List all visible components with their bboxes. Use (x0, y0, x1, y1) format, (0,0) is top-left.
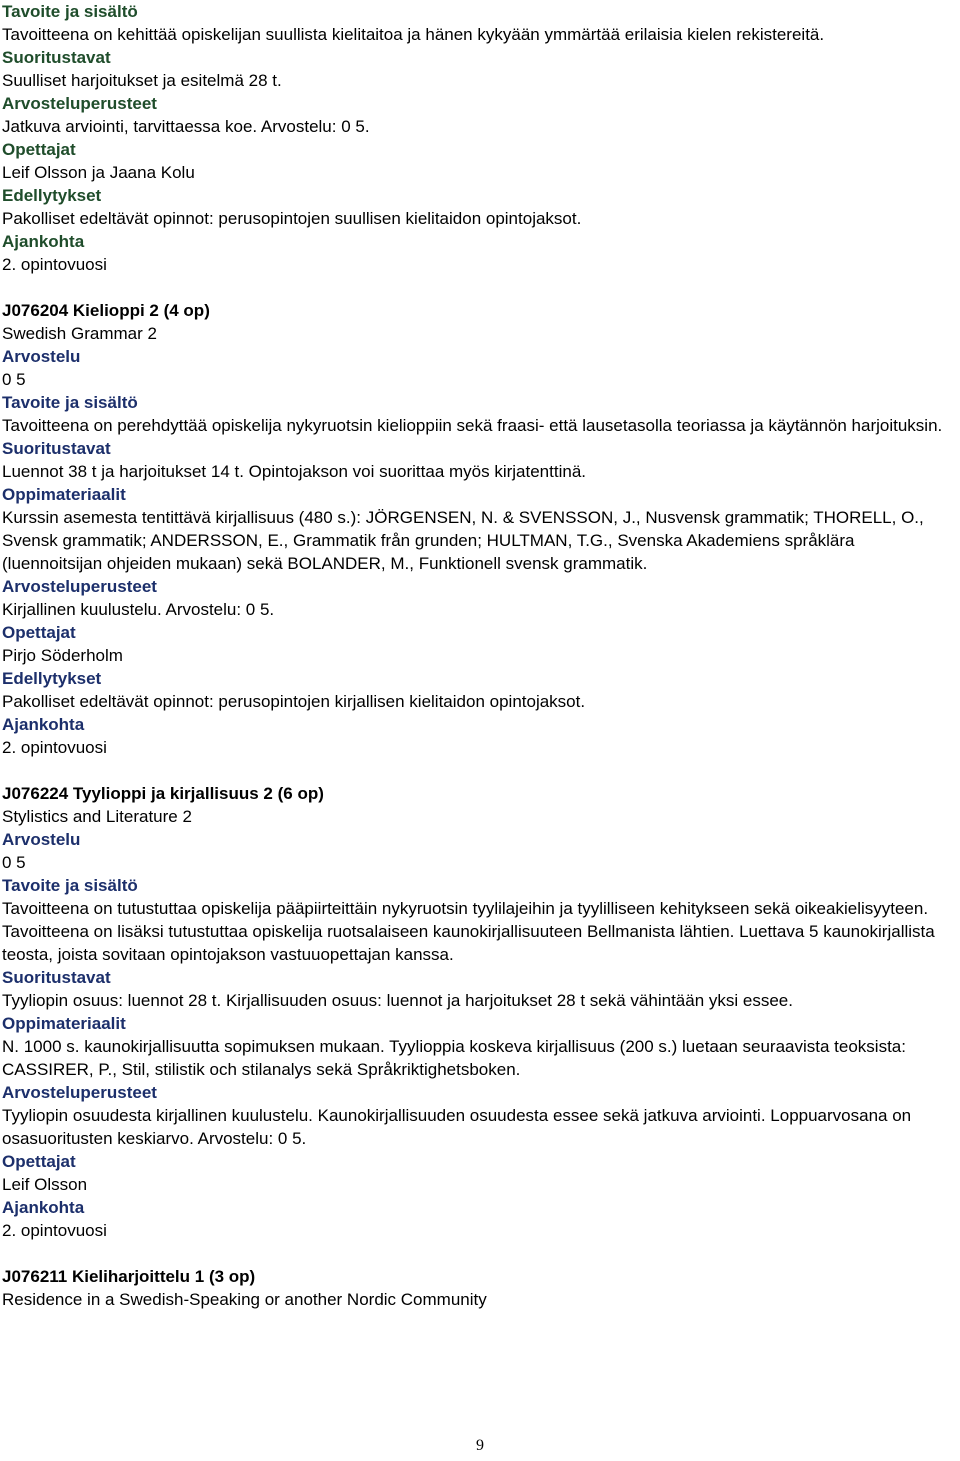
field-value-oppimateriaalit: Kurssin asemesta tentittävä kirjallisuus (480 s.): JÖRGENSEN, N. & SVENSSON, J., Nusvensk grammatik; THORELL, O., Svensk grammatik; ANDERSSON, E., Grammatik från grunden; HULTMAN, T.G., Svenska Akademiens språklära (luennoitsijan ohjeiden mukaan) sekä BOLANDER, M., Funktionell svensk grammatik. (2, 508, 924, 573)
field-value-suoritustavat: Suulliset harjoitukset ja esitelmä 28 t. (2, 71, 282, 90)
document-content (2, 0, 954, 1311)
field-value-arvosteluperusteet: Kirjallinen kuulustelu. Arvostelu: 0 5. (2, 600, 275, 619)
field-label-oppimateriaalit: Oppimateriaalit (2, 485, 126, 504)
field-label-edellytykset: Edellytykset (2, 669, 102, 688)
field-label-arvosteluperusteet: Arvosteluperusteet (2, 94, 157, 113)
section-spacer (2, 1242, 954, 1265)
field-label-tavoite-ja-sisalto: Tavoite ja sisältö (2, 393, 138, 412)
field-label-opettajat: Opettajat (2, 140, 76, 159)
field-label-ajankohta: Ajankohta (2, 715, 85, 734)
page-number: 9 (476, 1437, 484, 1454)
course-subtitle-j076204: Swedish Grammar 2 (2, 324, 157, 343)
course-code-title-j076224: J076224 Tyylioppi ja kirjallisuus 2 (6 op) (2, 784, 324, 803)
field-value-tavoite-ja-sisalto: Tavoitteena on perehdyttää opiskelija nykyruotsin kielioppiin sekä fraasi- että lausetasolla teoriassa ja käytännön harjoituksin. (2, 416, 943, 435)
field-label-ajankohta: Ajankohta (2, 1198, 85, 1217)
course-subtitle-j076224: Stylistics and Literature 2 (2, 807, 192, 826)
field-label-arvosteluperusteet: Arvosteluperusteet (2, 577, 157, 596)
field-label-ajankohta: Ajankohta (2, 232, 85, 251)
course-subtitle-j076211: Residence in a Swedish-Speaking or another Nordic Community (2, 1290, 487, 1309)
field-value-ajankohta: 2. opintovuosi (2, 1221, 107, 1240)
field-value-edellytykset: Pakolliset edeltävät opinnot: perusopintojen suullisen kielitaidon opintojaksot. (2, 209, 582, 228)
field-value-edellytykset: Pakolliset edeltävät opinnot: perusopintojen kirjallisen kielitaidon opintojaksot. (2, 692, 586, 711)
section-spacer (2, 759, 954, 782)
field-label-opettajat: Opettajat (2, 623, 76, 642)
field-label-arvostelu: Arvostelu (2, 830, 81, 849)
course-j076211 (2, 1265, 954, 1311)
field-label-suoritustavat: Suoritustavat (2, 48, 111, 67)
field-value-suoritustavat: Tyyliopin osuus: luennot 28 t. Kirjallisuuden osuus: luennot ja harjoitukset 28 t sekä vähintään yksi essee. (2, 991, 793, 1010)
field-value-ajankohta: 2. opintovuosi (2, 738, 107, 757)
field-label-edellytykset: Edellytykset (2, 186, 102, 205)
field-value-opettajat: Leif Olsson (2, 1175, 88, 1194)
course-j076224 (2, 782, 954, 1242)
course-code-title-j076211: J076211 Kieliharjoittelu 1 (3 op) (2, 1267, 256, 1286)
previous-course-continuation (2, 0, 954, 276)
field-label-tavoite-ja-sisalto: Tavoite ja sisältö (2, 876, 138, 895)
field-label-suoritustavat: Suoritustavat (2, 439, 111, 458)
field-label-oppimateriaalit: Oppimateriaalit (2, 1014, 126, 1033)
field-value-opettajat: Leif Olsson ja Jaana Kolu (2, 163, 195, 182)
field-value-tavoite-ja-sisalto: Tavoitteena on kehittää opiskelijan suullista kielitaitoa ja hänen kykyään ymmärtää erilaisia kielen rekistereitä. (2, 25, 825, 44)
field-value-arvostelu: 0 5 (2, 853, 26, 872)
field-label-arvostelu: Arvostelu (2, 347, 81, 366)
field-value-tavoite-ja-sisalto: Tavoitteena on tutustuttaa opiskelija pääpiirteittäin nykyruotsin tyylilajeihin ja tyylilliseen kehitykseen sekä oikeakielisyyteen. Tavoitteena on lisäksi tutustuttaa opiskelija ruotsalaiseen kaunokirjallisuuteen Bellmanista lähtien. Luettava 5 kaunokirjallista teosta, joista sovitaan opintojakson vastuuopettajan kanssa. (2, 899, 935, 964)
field-value-suoritustavat: Luennot 38 t ja harjoitukset 14 t. Opintojakson voi suorittaa myös kirjatenttinä. (2, 462, 586, 481)
field-label-arvosteluperusteet: Arvosteluperusteet (2, 1083, 157, 1102)
field-value-arvosteluperusteet: Jatkuva arviointi, tarvittaessa koe. Arvostelu: 0 5. (2, 117, 370, 136)
field-value-opettajat: Pirjo Söderholm (2, 646, 123, 665)
field-label-opettajat: Opettajat (2, 1152, 76, 1171)
field-value-arvostelu: 0 5 (2, 370, 26, 389)
section-spacer (2, 276, 954, 299)
course-code-title-j076204: J076204 Kielioppi 2 (4 op) (2, 301, 210, 320)
field-value-arvosteluperusteet: Tyyliopin osuudesta kirjallinen kuulustelu. Kaunokirjallisuuden osuudesta essee sekä jatkuva arviointi. Loppuarvosana on osasuoritusten keskiarvo. Arvostelu: 0 5. (2, 1106, 912, 1148)
course-j076204 (2, 299, 954, 759)
field-label-suoritustavat: Suoritustavat (2, 968, 111, 987)
field-label-tavoite-ja-sisalto: Tavoite ja sisältö (2, 2, 138, 21)
field-value-oppimateriaalit: N. 1000 s. kaunokirjallisuutta sopimuksen mukaan. Tyylioppia koskeva kirjallisuus (200 s.) luetaan seuraavista teoksista: CASSIRER, P., Stil, stilistik och stilanalys sekä Språkriktighetsboken. (2, 1037, 906, 1079)
field-value-ajankohta: 2. opintovuosi (2, 255, 107, 274)
